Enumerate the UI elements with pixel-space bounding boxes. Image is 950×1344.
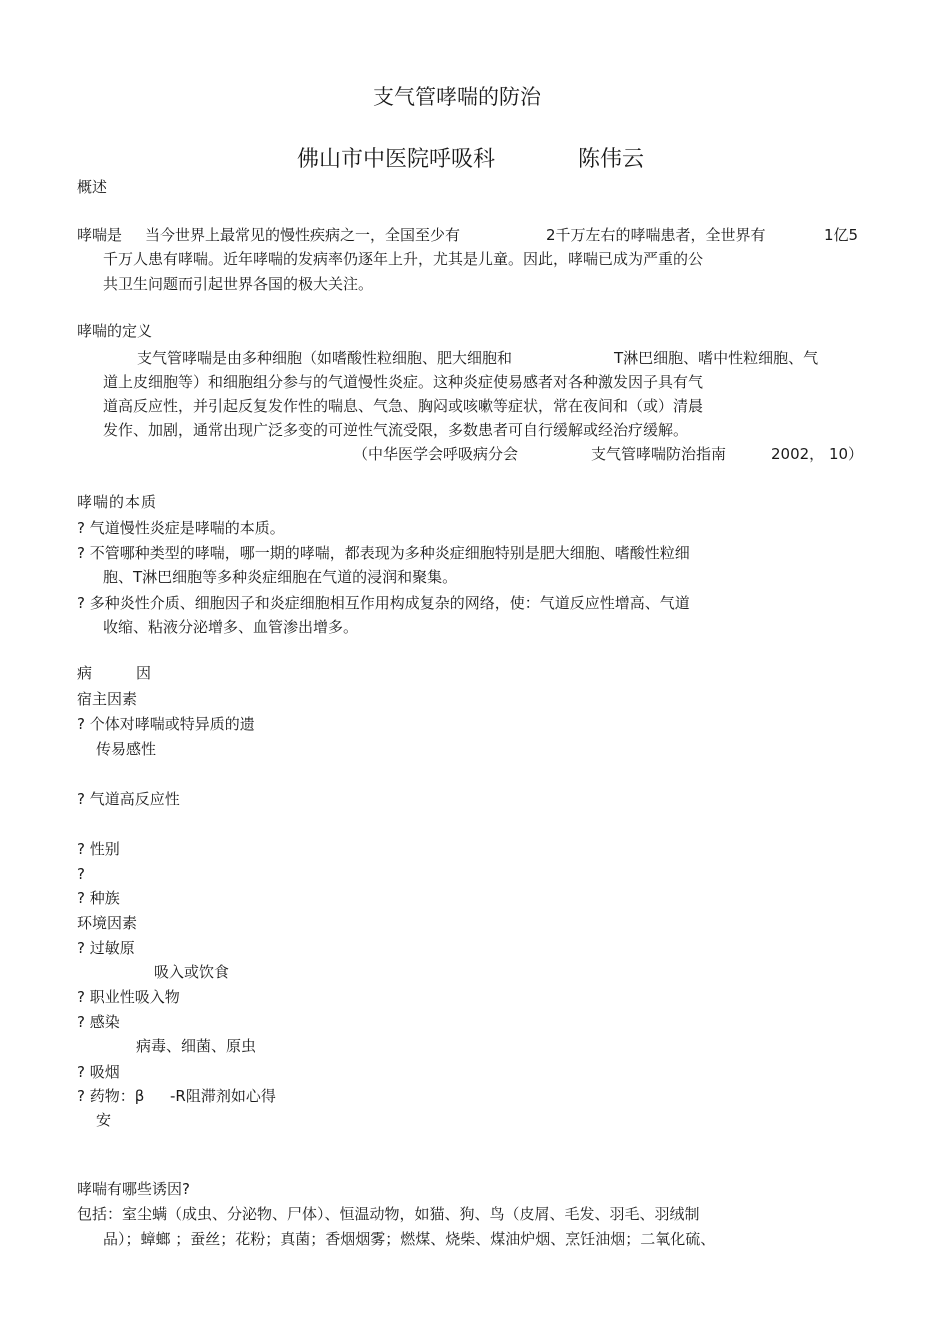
env-factor-1: ? 过敏原 [77,939,135,957]
etiology-heading-b: 因 [136,664,152,682]
triggers-line-2: 品）；蟑螂 ；蚕丝；花粉；真菌；香烟烟雾；燃煤、烧柴、煤油炉烟、烹饪油烟；二氧化硫、 [103,1230,716,1248]
host-factor-2: ? 气道高反应性 [77,790,180,808]
nature-bullet-2b: 胞、T淋巴细胞等多种炎症细胞在气道的浸润和聚集。 [103,568,458,586]
definition-citation-source: （中华医学会呼吸病分会 [353,445,519,463]
overview-line-1a: 哮喘是 [77,226,123,244]
document-title: 支气管哮喘的防治 [373,85,541,109]
definition-line-1b: T淋巴细胞、嗜中性粒细胞、气 [614,349,819,367]
nature-bullet-3a: ? 多种炎性介质、细胞因子和炎症细胞相互作用构成复杂的网络，使：气道反应性增高、气道 [77,594,690,612]
host-factor-1a: ? 个体对哮喘或特异质的遗 [77,715,255,733]
env-factor-1-detail: 吸入或饮食 [154,963,230,981]
overview-line-3: 共卫生问题而引起世界各国的极大关注。 [103,275,374,293]
host-factor-1b: 传易感性 [96,740,157,758]
nature-bullet-1: ? 气道慢性炎症是哮喘的本质。 [77,519,285,537]
overview-line-1b: 当今世界上最常见的慢性疾病之一，全国至少有 [145,226,461,244]
host-factor-5: ? 种族 [77,889,120,907]
env-factor-5b: -R阻滞剂如心得 [170,1087,276,1105]
overview-line-1d: 1亿5 [824,226,859,244]
env-factor-2: ? 职业性吸入物 [77,988,180,1006]
definition-line-1a: 支气管哮喘是由多种细胞（如嗜酸性粒细胞、肥大细胞和 [137,349,513,367]
definition-line-2: 道上皮细胞等）和细胞组分参与的气道慢性炎症。这种炎症使易感者对各种激发因子具有气 [103,373,704,391]
author-name: 陈伟云 [578,147,645,172]
env-factor-5a: ? 药物：β [77,1087,145,1105]
env-factor-4: ? 吸烟 [77,1063,120,1081]
overview-line-1c: 2千万左右的哮喘患者，全世界有 [546,226,766,244]
env-factor-3: ? 感染 [77,1013,120,1031]
nature-bullet-3b: 收缩、粘液分泌增多、血管渗出增多。 [103,618,359,636]
triggers-heading: 哮喘有哪些诱因? [77,1180,190,1198]
host-factors-heading: 宿主因素 [77,690,138,708]
environment-factors-heading: 环境因素 [77,914,138,932]
env-factor-5c: 安 [96,1111,112,1129]
definition-line-3: 道高反应性，并引起反复发作性的喘息、气急、胸闷或咳嗽等症状，常在夜间和（或）清晨 [103,397,704,415]
triggers-line-1: 包括：室尘螨（成虫、分泌物、尸体）、恒温动物，如猫、狗、鸟（皮屑、毛发、羽毛、羽绒制 [77,1205,700,1223]
nature-bullet-2a: ? 不管哪种类型的哮喘，哪一期的哮喘，都表现为多种炎症细胞特别是肥大细胞、嗜酸性粒细 [77,544,690,562]
overview-heading: 概述 [77,178,108,196]
etiology-heading-a: 病 [77,664,93,682]
host-factor-4: ? [77,865,85,883]
definition-line-4: 发作、加剧，通常出现广泛多变的可逆性气流受限，多数患者可自行缓解或经治疗缓解。 [103,421,689,439]
definition-citation-date: 2002， 10） [771,445,864,463]
host-factor-3: ? 性别 [77,840,120,858]
definition-heading: 哮喘的定义 [77,322,153,340]
overview-line-2: 千万人患有哮喘。近年哮喘的发病率仍逐年上升，尤其是儿童。因此，哮喘已成为严重的公 [103,250,704,268]
definition-citation-title: 支气管哮喘防治指南 [591,445,727,463]
nature-heading: 哮喘的本质 [77,493,158,511]
author-organization: 佛山市中医院呼吸科 [297,147,496,172]
env-factor-3-detail: 病毒、细菌、原虫 [136,1037,257,1055]
